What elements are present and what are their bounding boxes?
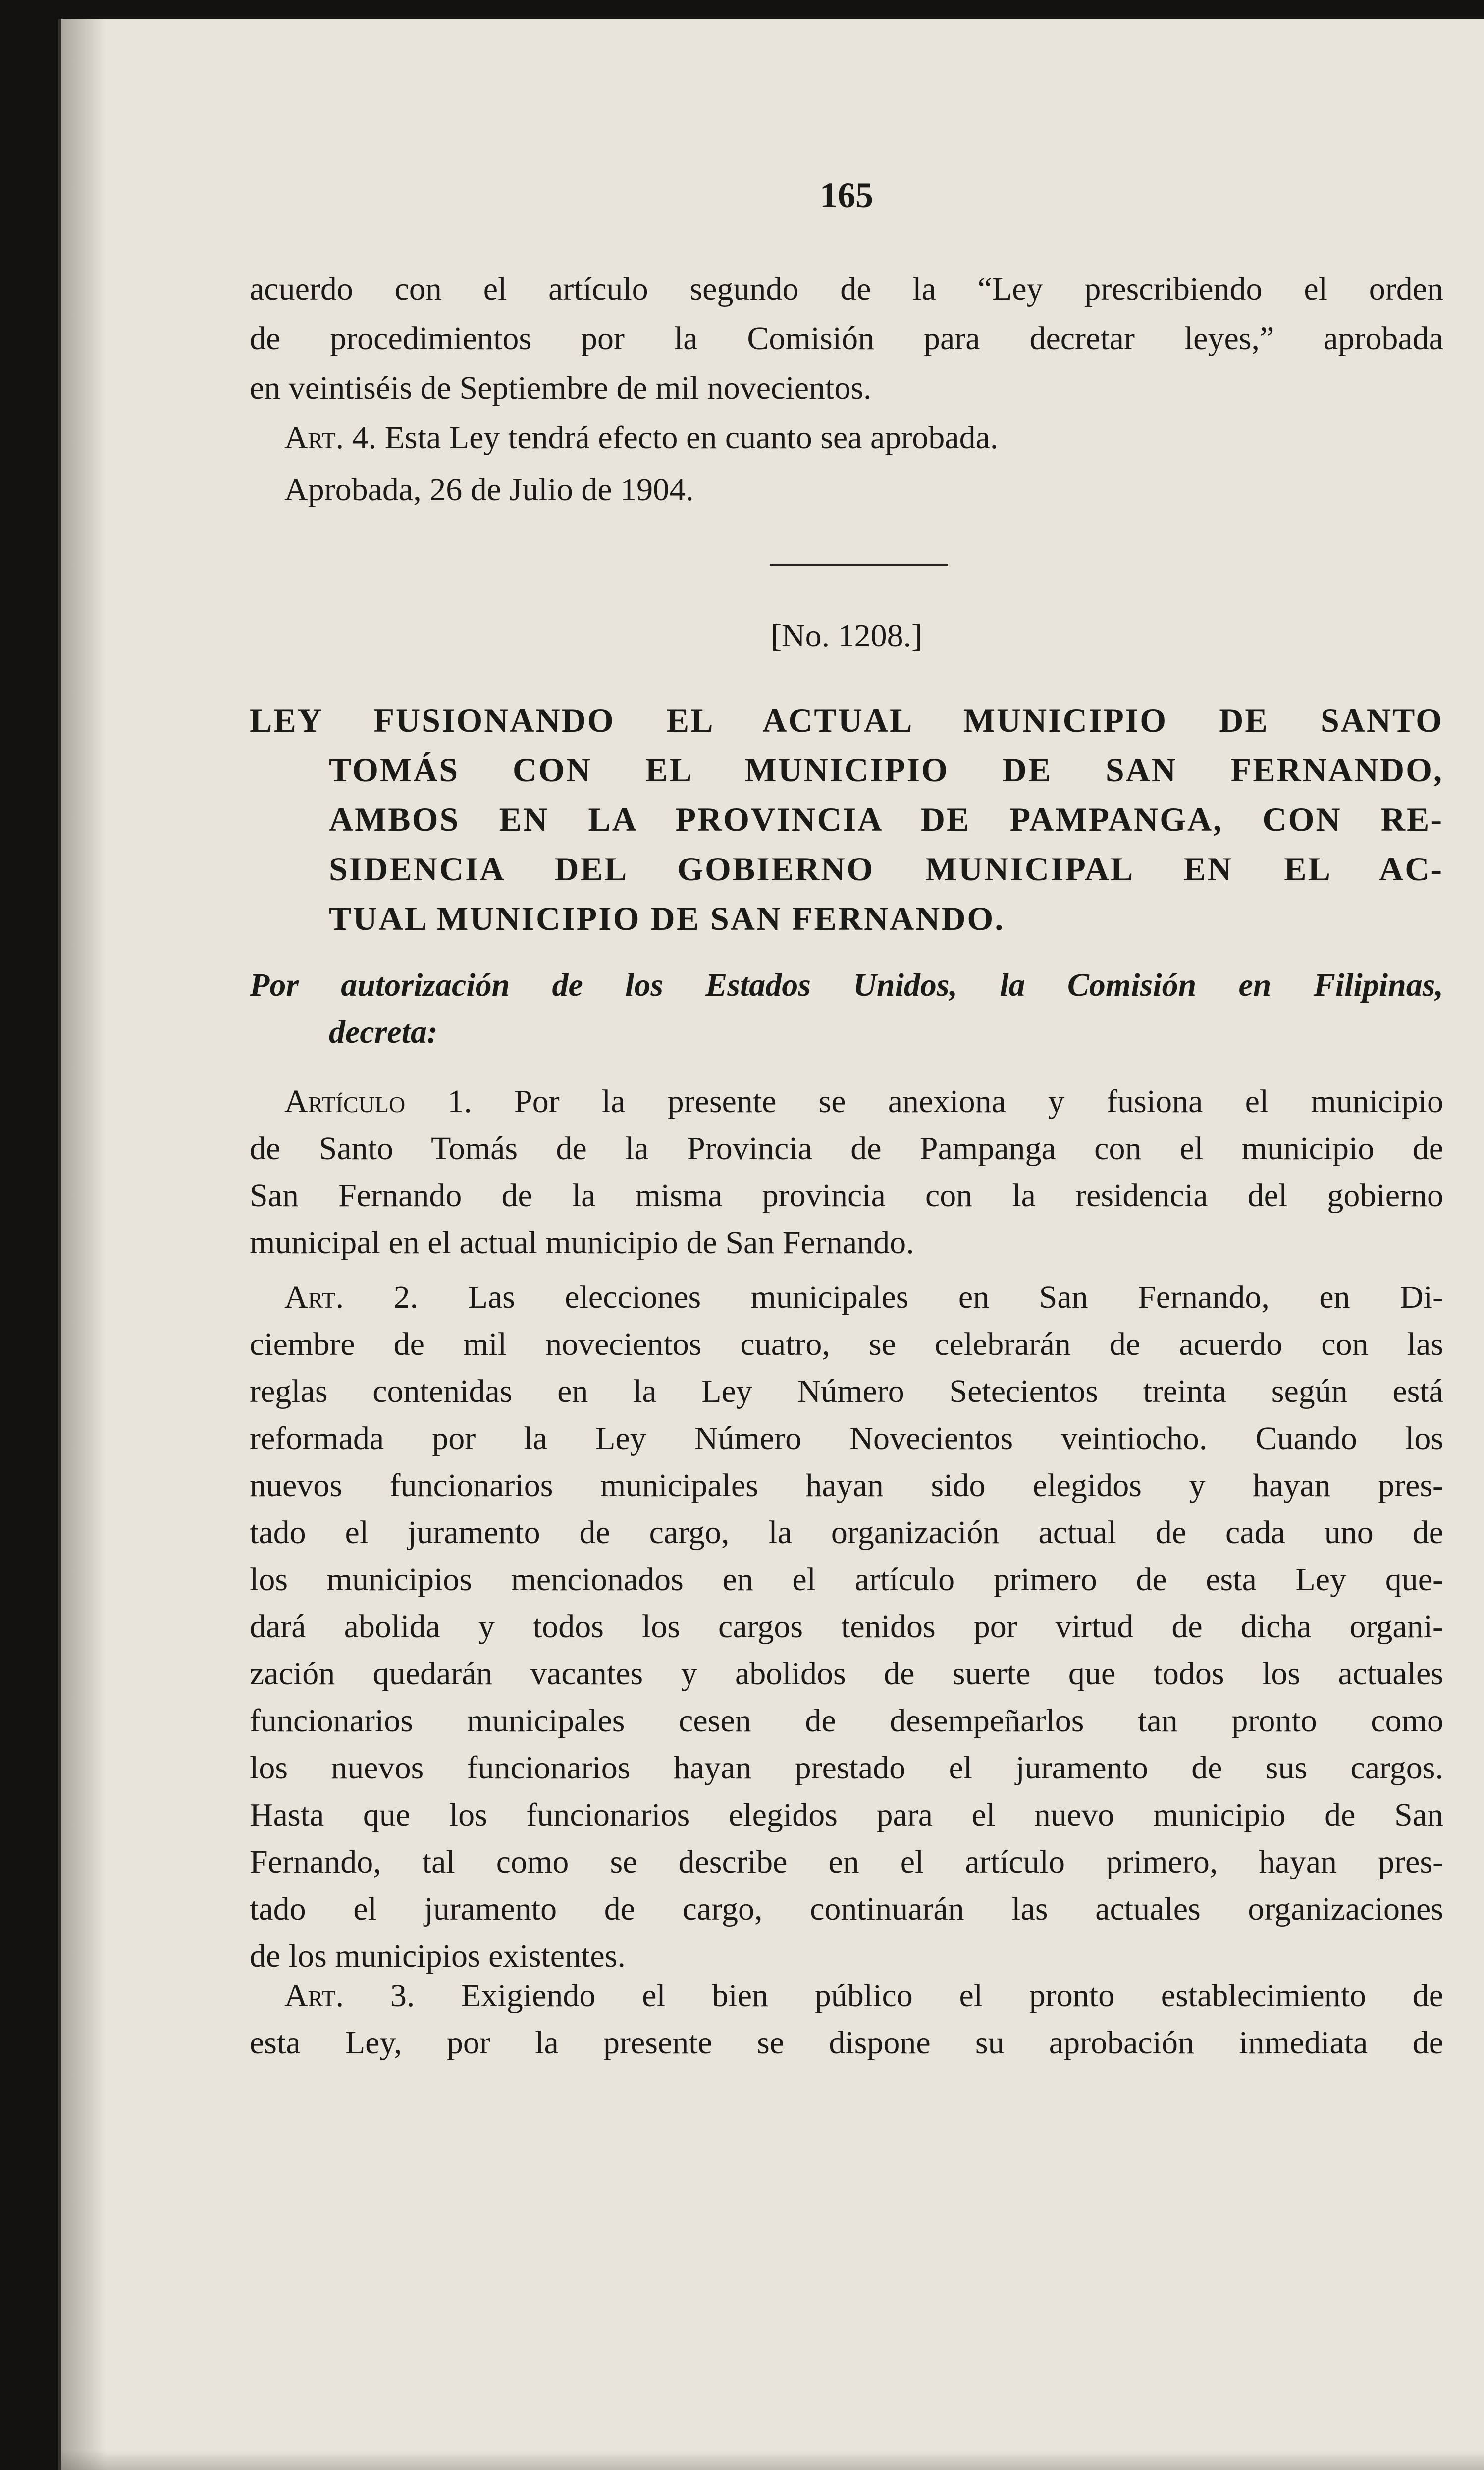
- enacting-clause: Por autorización de los Estados Unidos, la Comisión en Filipinas,: [250, 967, 1443, 1003]
- binding-shadow: [61, 19, 106, 2470]
- article-3-line: esta Ley, por la presente se dispone su aprobación inmediata de: [250, 2025, 1443, 2061]
- article-2-line: Fernando, tal como se describe en el artículo primero, hayan pres-: [250, 1844, 1443, 1880]
- article-2-line: zación quedarán vacantes y abolidos de suerte que todos los actuales: [250, 1656, 1443, 1692]
- article-2-line: [250, 1275, 1443, 1320]
- article-text: Por la presente se anexiona y fusiona el municipio: [472, 1083, 1443, 1120]
- article-2-line: Hasta que los funcionarios elegidos para el nuevo municipio de San: [250, 1797, 1443, 1833]
- article-2-line: ciembre de mil novecientos cuatro, se celebrarán de acuerdo con las: [250, 1326, 1443, 1362]
- article-text: Las elecciones municipales en San Fernando, en Di-: [418, 1279, 1443, 1315]
- article-label: Art. 2.: [284, 1279, 419, 1315]
- article-label: Art. 3.: [284, 1978, 415, 2014]
- article-1-line: municipal en el actual municipio de San Fernando.: [250, 1225, 914, 1261]
- act-number: [No. 1208.]: [770, 618, 923, 654]
- article-2-line: de los municipios existentes.: [250, 1938, 626, 1974]
- article-4: [250, 415, 1443, 461]
- act-title-line: LEY FUSIONANDO EL ACTUAL MUNICIPIO DE SANTO: [250, 701, 1443, 739]
- approval-date: Aprobada, 26 de Julio de 1904.: [284, 472, 694, 508]
- article-3-line: [250, 1973, 1443, 2019]
- article-2-line: reglas contenidas en la Ley Número Setecientos treinta según está: [250, 1373, 1443, 1409]
- article-2-line: dará abolida y todos los cargos tenidos por virtud de dicha organi-: [250, 1609, 1443, 1645]
- page-number: 165: [820, 175, 873, 215]
- text-line: acuerdo con el artículo segundo de la “Ley prescribiendo el orden: [250, 271, 1443, 307]
- bottom-shadow: [61, 2450, 1484, 2470]
- act-title-line: SIDENCIA DEL GOBIERNO MUNICIPAL EN EL AC-: [329, 850, 1443, 888]
- article-2-line: tado el juramento de cargo, continuarán las actuales organizaciones: [250, 1891, 1443, 1927]
- article-2-line: los municipios mencionados en el artículo primero de esta Ley que-: [250, 1561, 1443, 1598]
- article-2-line: funcionarios municipales cesen de desempeñarlos tan pronto como: [250, 1703, 1443, 1739]
- act-title-line: TOMÁS CON EL MUNICIPIO DE SAN FERNANDO,: [329, 751, 1443, 789]
- scanned-page: [58, 19, 1484, 2470]
- article-1-line: [250, 1079, 1443, 1125]
- article-2-line: nuevos funcionarios municipales hayan sido elegidos y hayan pres-: [250, 1467, 1443, 1503]
- article-label: Art. 4.: [284, 420, 377, 456]
- article-label: Artículo 1.: [284, 1083, 472, 1120]
- separator-rule: [770, 564, 948, 566]
- article-2-line: los nuevos funcionarios hayan prestado el juramento de sus cargos.: [250, 1750, 1443, 1786]
- article-1-line: de Santo Tomás de la Provincia de Pampanga con el municipio de: [250, 1130, 1443, 1167]
- act-title-line: AMBOS EN LA PROVINCIA DE PAMPANGA, CON RE-: [329, 801, 1443, 838]
- text-line: de procedimientos por la Comisión para decretar leyes,” aprobada: [250, 321, 1443, 357]
- enacting-clause: decreta:: [329, 1014, 438, 1050]
- text-line: en veintiséis de Septiembre de mil novecientos.: [250, 370, 872, 406]
- article-text: Esta Ley tendrá efecto en cuanto sea aprobada.: [376, 420, 999, 456]
- article-text: Exigiendo el bien público el pronto establecimiento de: [415, 1978, 1443, 2014]
- article-2-line: tado el juramento de cargo, la organización actual de cada uno de: [250, 1514, 1443, 1551]
- article-2-line: reformada por la Ley Número Novecientos veintiocho. Cuando los: [250, 1420, 1443, 1456]
- act-title-line: TUAL MUNICIPIO DE SAN FERNANDO.: [329, 900, 1005, 937]
- article-1-line: San Fernando de la misma provincia con la residencia del gobierno: [250, 1178, 1443, 1214]
